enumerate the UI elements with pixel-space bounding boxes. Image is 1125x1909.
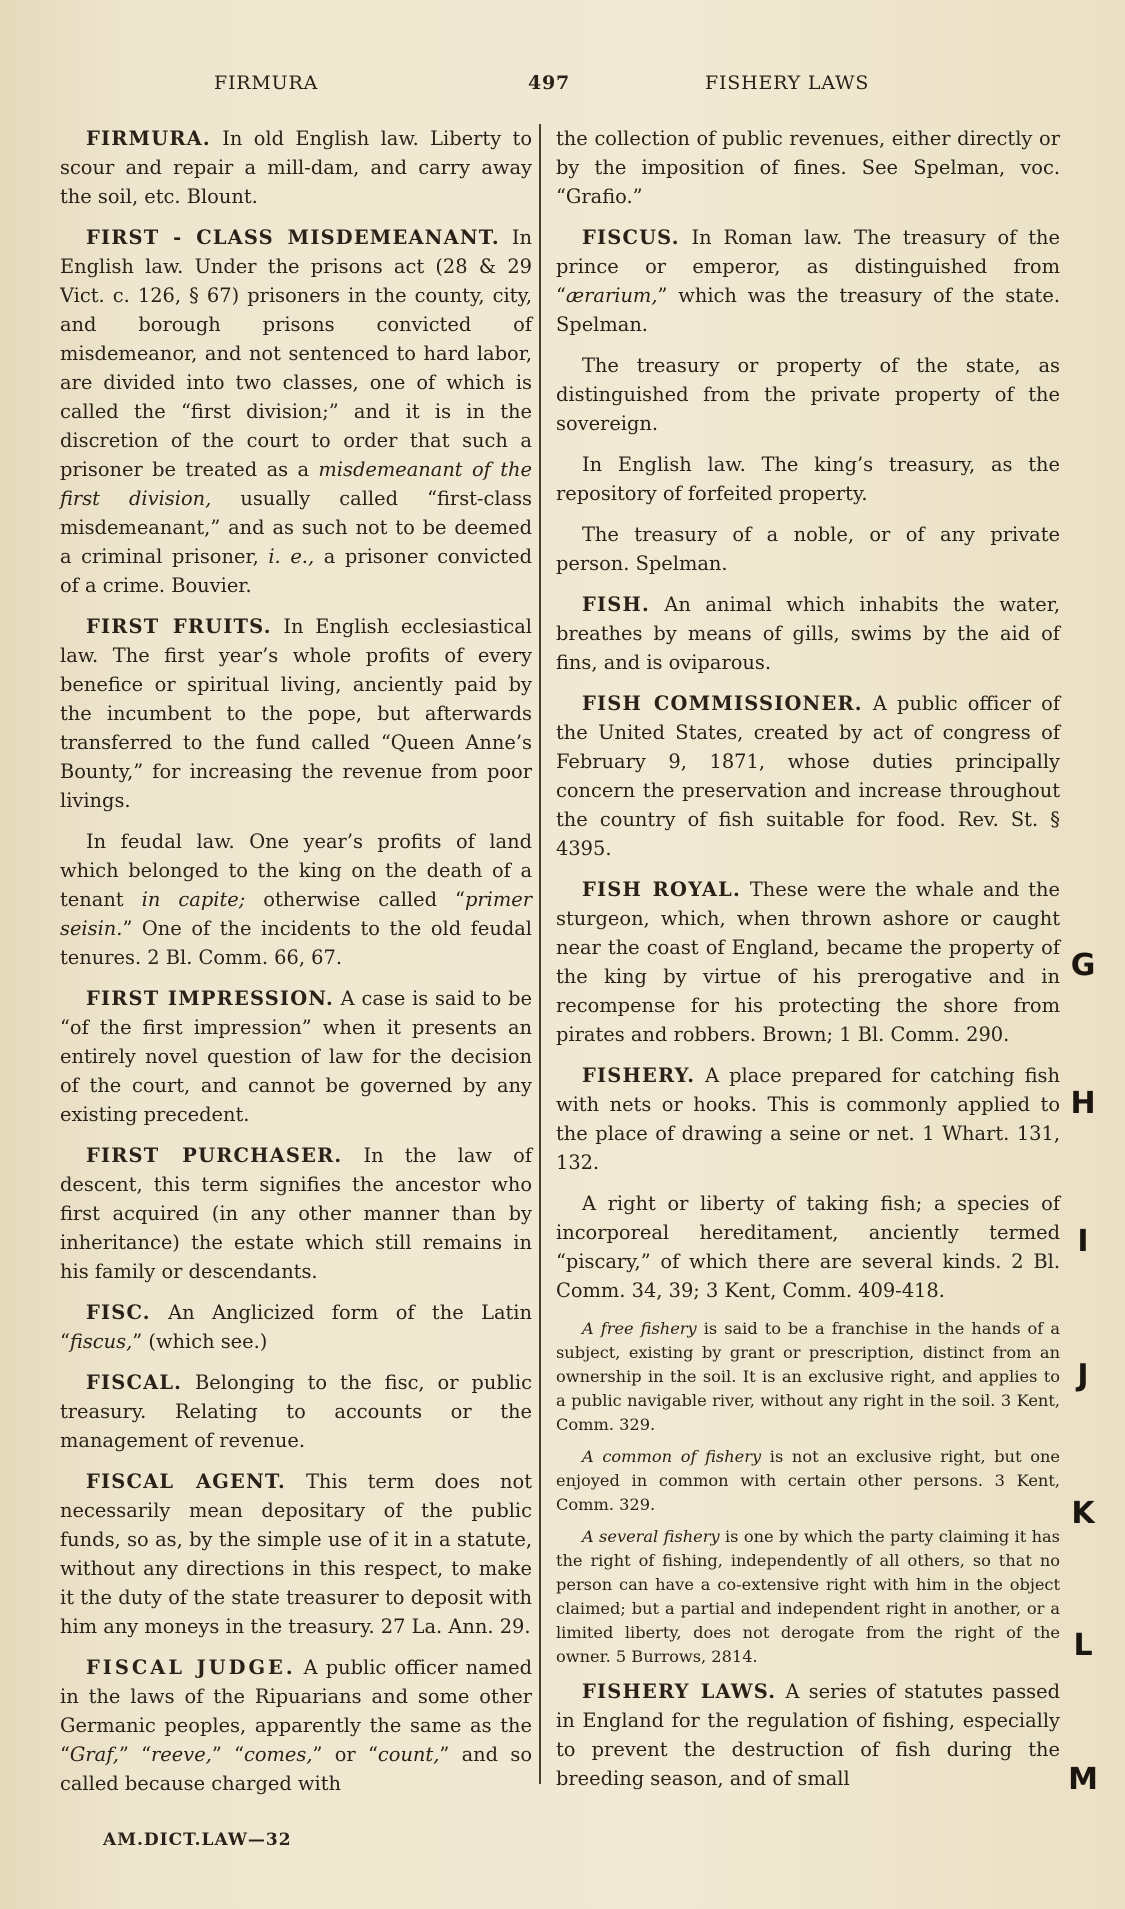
entry-text: An animal which inhabits the water, breathes by means of gills, swims by the aid of fins, and is oviparous. [556, 593, 1060, 674]
entry-fishery [556, 1061, 1060, 1177]
entry-fiscus-english [556, 450, 1060, 508]
entry-italic: count, [377, 1743, 440, 1766]
thumb-index-m[interactable]: M [1068, 1762, 1098, 1797]
entry-text: In Roman law. The treasury of the prince or emperor, as distinguished from “ [556, 226, 1060, 307]
entry-firmura [60, 124, 532, 211]
headword: FISC. [86, 1301, 151, 1324]
entry-free-fishery [556, 1317, 1060, 1437]
entry-text: In English law. Under the prisons act (28 & 29 Vict. c. 126, § 67) prisoners in the county, city, and borough prisons convicted of misdemeanor, and not sentenced to hard labor, are divided into two classes, one of which is called the “first division;” and it is in the discretion of the court to order that such a prisoner be treated as a [60, 226, 532, 481]
entry-common-of-fishery [556, 1445, 1060, 1517]
headword: FISCUS. [582, 226, 680, 249]
entry-text: An Anglicized form of the Latin “ [60, 1301, 532, 1353]
entry-text: otherwise called “ [245, 888, 465, 911]
headword: FIRST - CLASS MISDEMEANANT. [86, 226, 500, 249]
headword: FISHERY LAWS. [582, 1680, 777, 1703]
headword: FISH. [582, 593, 650, 616]
entry-first-fruits-feudal [60, 827, 532, 972]
headword: FISH COMMISSIONER. [582, 692, 863, 715]
entry-fiscus-state [556, 351, 1060, 438]
entry-text: In feudal law. One year’s profits of land which belonged to the king on the death of a tenant [60, 830, 532, 911]
entry-fiscus-noble [556, 520, 1060, 578]
entry-text: ” “ [211, 1743, 244, 1766]
entry-italic: primer seisin. [60, 888, 532, 940]
headword: FIRST FRUITS. [86, 615, 272, 638]
headword: FISCAL AGENT. [86, 1470, 286, 1493]
entry-text: Belonging to the fisc, or public treasury. Relating to accounts or the management of revenue. [60, 1371, 532, 1452]
thumb-index-g[interactable]: G [1070, 948, 1096, 983]
headword: FISHERY. [582, 1064, 696, 1087]
entry-italic: fiscus, [69, 1330, 133, 1353]
signature-mark: AM.DICT.LAW—32 [103, 1830, 292, 1850]
left-column [60, 124, 532, 1810]
headword: FISCAL JUDGE. [86, 1656, 296, 1679]
entry-text: The treasury or property of the state, as distinguished from the private property of the sovereign. [556, 354, 1060, 435]
entry-text: In the law of descent, this term signifies the ancestor who first acquired (in any other manner than by inheritance) the estate which still remains in his family or descendants. [60, 1144, 532, 1283]
entry-several-fishery [556, 1525, 1060, 1669]
entry-italic: ærarium, [565, 284, 658, 307]
entry-text: A case is said to be “of the first impression” when it presents an entirely novel question of law for the decision of the court, and cannot be governed by any existing precedent. [60, 987, 532, 1126]
entry-italic: i. e., [268, 545, 315, 568]
headword: FIRST PURCHASER. [86, 1144, 343, 1167]
entry-fish [556, 590, 1060, 677]
headword: FISCAL. [86, 1371, 183, 1394]
headword: FIRST IMPRESSION. [86, 987, 334, 1010]
entry-first-fruits [60, 612, 532, 815]
page-number: 497 [528, 72, 571, 94]
entry-fiscus [556, 223, 1060, 339]
entry-text: In old English law. Liberty to scour and repair a mill-dam, and carry away the soil, etc. Blount. [60, 127, 532, 208]
column-divider [539, 124, 541, 1784]
thumb-index-h[interactable]: H [1070, 1086, 1096, 1121]
entry-fish-royal [556, 875, 1060, 1049]
entry-italic: misdemeanant of the first division, [60, 458, 532, 510]
entry-text: A right or liberty of taking fish; a species of incorporeal hereditament, anciently termed “piscary,” of which there are several kinds. 2 Bl. Comm. 34, 39; 3 Kent, Comm. 409-418. [556, 1192, 1060, 1302]
entry-fishery-right [556, 1189, 1060, 1305]
entry-italic: reeve, [151, 1743, 212, 1766]
entry-text: ” “ [118, 1743, 152, 1766]
entry-text: A place prepared for catching fish with nets or hooks. This is commonly applied to the place of drawing a seine or net. 1 Whart. 131, 132. [556, 1064, 1060, 1174]
running-head [0, 72, 1125, 102]
thumb-index-j[interactable]: J [1077, 1358, 1089, 1393]
entry-first-impression [60, 984, 532, 1129]
entry-fiscal-agent [60, 1467, 532, 1641]
headword: FISH ROYAL. [582, 878, 741, 901]
entry-fisc [60, 1298, 532, 1356]
entry-italic: A free fishery [582, 1319, 697, 1338]
entry-fiscal-judge [60, 1653, 532, 1798]
entry-text: This term does not necessarily mean depositary of the public funds, so as, by the simple use of it in a statute, without any directions in this respect, to make it the duty of the state treasurer to deposit with him any moneys in the treasury. 27 La. Ann. 29. [60, 1470, 532, 1638]
thumb-index-i[interactable]: I [1077, 1224, 1089, 1259]
header-right-guideword: FISHERY LAWS [705, 72, 870, 94]
entry-fiscal [60, 1368, 532, 1455]
entry-text: the collection of public revenues, either directly or by the imposition of fines. See Spelman, voc. “Grafio.” [556, 127, 1060, 208]
headword: FIRMURA. [86, 127, 211, 150]
entry-italic: Graf, [69, 1743, 119, 1766]
entry-text: usually called “first-class misdemeanant,” and as such not to be deemed a criminal prisoner, [60, 487, 533, 568]
thumb-index-k[interactable]: K [1071, 1496, 1095, 1531]
entry-italic: in capite; [141, 888, 246, 911]
header-left-guideword: FIRMURA [214, 72, 319, 94]
entry-fishery-laws [556, 1677, 1060, 1793]
entry-text: These were the whale and the sturgeon, which, when thrown ashore or caught near the coast of England, became the property of the king by virtue of his prerogative and in recompense for his protecting the shore from pirates and robbers. Brown; 1 Bl. Comm. 290. [556, 878, 1061, 1046]
entry-italic: A common of fishery [582, 1447, 762, 1466]
entry-fish-commissioner [556, 689, 1060, 863]
entry-fiscal-judge-continued [556, 124, 1060, 211]
entry-first-class-misdemeanant [60, 223, 532, 600]
entry-text: In English ecclesiastical law. The first year’s whole profits of every benefice or spiritual living, anciently paid by the incumbent to the pope, but afterwards transferred to the fund called “Queen Anne’s Bounty,” for increasing the revenue from poor livings. [60, 615, 532, 812]
entry-text: ” and so called because charged with [60, 1743, 532, 1795]
entry-first-purchaser [60, 1141, 532, 1286]
thumb-index-l[interactable]: L [1073, 1628, 1093, 1663]
entry-text: is one by which the party claiming it has the right of fishing, independently of all others, so that no person can have a co-extensive right with him in the object claimed; but a partial and independent right in another, or a limited liberty, does not derogate from the right of the owner. 5 Burrows, 2814. [556, 1527, 1060, 1666]
entry-text: a prisoner convicted of a crime. Bouvier. [60, 545, 532, 597]
entry-text: ” (which see.) [132, 1330, 268, 1353]
entry-italic: A several fishery [582, 1527, 720, 1546]
entry-text: is said to be a franchise in the hands of a subject, existing by grant or prescription, distinct from an ownership in the soil. It is an exclusive right, and applies to a public navigable river, without any right in the soil. 3 Kent, Comm. 329. [556, 1319, 1060, 1434]
entry-text: The treasury of a noble, or of any private person. Spelman. [556, 523, 1060, 575]
entry-text: In English law. The king’s treasury, as the repository of forfeited property. [556, 453, 1060, 505]
entry-text: is not an exclusive right, but one enjoyed in common with certain other persons. 3 Kent, Comm. 329. [556, 1447, 1060, 1514]
entry-text: A series of statutes passed in England for the regulation of fishing, especially to prevent the destruction of fish during the breeding season, and of small [556, 1680, 1060, 1790]
entry-text: A public officer named in the laws of the Ripuarians and some other Germanic peoples, apparently the same as the “ [60, 1656, 532, 1766]
right-column [556, 124, 1060, 1805]
entry-text: ” or “ [312, 1743, 378, 1766]
entry-text: ” One of the incidents to the old feudal tenures. 2 Bl. Comm. 66, 67. [60, 917, 532, 969]
entry-text: A public officer of the United States, created by act of congress of February 9, 1871, whose duties principally concern the preservation and increase throughout the country of fish suitable for food. Rev. St. § 4395. [556, 692, 1061, 860]
entry-italic: comes, [244, 1743, 313, 1766]
entry-text: ” which was the treasury of the state. Spelman. [556, 284, 1060, 336]
